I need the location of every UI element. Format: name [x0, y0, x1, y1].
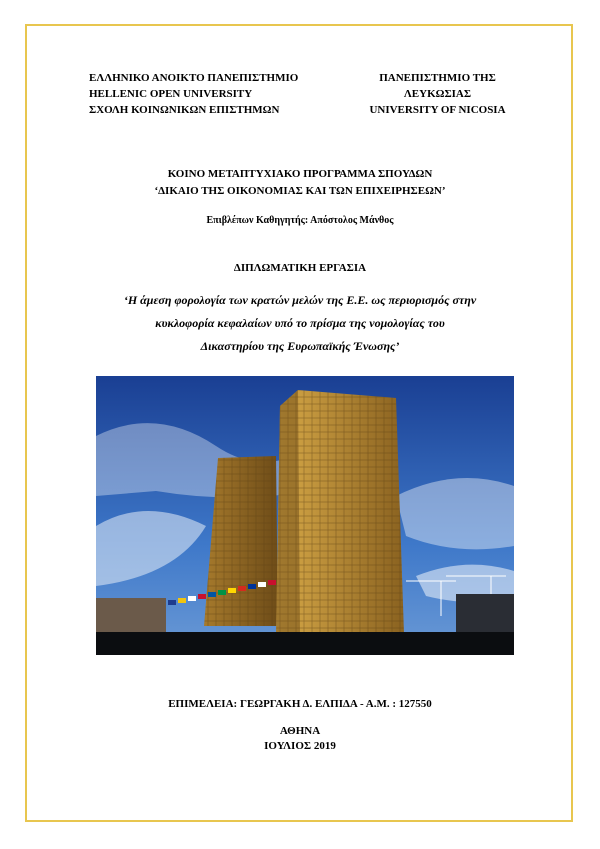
- place-and-date: [0, 724, 600, 754]
- title-line-1: ‘Η άμεση φορολογία των κρατών μελών της Ε.Ε. ως περιορισμός στην: [123, 293, 477, 307]
- thesis-title: [0, 289, 600, 358]
- header-left-line-1: ΕΛΛΗΝΙΚΟ ΑΝΟΙΚΤΟ ΠΑΝΕΠΙΣΤΗΜΙΟ: [89, 72, 299, 84]
- title-line-3: Δικαστηρίου της Ευρωπαϊκής Ένωσης’: [200, 339, 400, 353]
- header-left-line-3: ΣΧΟΛΗ ΚΟΙΝΩΝΙΚΩΝ ΕΠΙΣΤΗΜΩΝ: [89, 104, 280, 116]
- court-of-justice-photo: [96, 376, 514, 655]
- side-building: [456, 594, 514, 634]
- header-right: [360, 70, 515, 118]
- supervisor: Επιβλέπων Καθηγητής: Απόστολος Μάνθος: [206, 215, 394, 226]
- header-right-line-1: ΠΑΝΕΠΙΣΤΗΜΙΟ ΤΗΣ: [379, 72, 496, 84]
- left-building: [96, 598, 166, 634]
- program-title: [0, 166, 600, 200]
- header-left-line-2: HELLENIC OPEN UNIVERSITY: [89, 88, 253, 100]
- ground: [96, 632, 514, 655]
- program-line-1: ΚΟΙΝΟ ΜΕΤΑΠΤΥΧΙΑΚΟ ΠΡΟΓΡΑΜΜΑ ΣΠΟΥΔΩΝ: [167, 168, 433, 180]
- thesis-label: ΔΙΠΛΩΜΑΤΙΚΗ ΕΡΓΑΣΙΑ: [233, 262, 367, 274]
- program-line-2: ‘ΔΙΚΑΙΟ ΤΗΣ ΟΙΚΟΝΟΜΙΑΣ ΚΑΙ ΤΩΝ ΕΠΙΧΕΙΡΗΣΕΩΝ’: [154, 185, 446, 197]
- header-right-line-2: ΛΕΥΚΩΣΙΑΣ: [403, 88, 472, 100]
- header-right-line-3: UNIVERSITY OF NICOSIA: [369, 104, 506, 116]
- title-line-2: κυκλοφορία κεφαλαίων υπό το πρίσμα της νομολογίας του: [155, 316, 445, 330]
- cloud: [396, 478, 514, 549]
- city: ΑΘΗΝΑ: [279, 725, 321, 737]
- date: ΙΟΥΛΙΟΣ 2019: [264, 740, 336, 752]
- author: ΕΠΙΜΕΛΕΙΑ: ΓΕΩΡΓΑΚΗ Δ. ΕΛΠΙΔΑ - Α.Μ. : 127550: [168, 698, 432, 710]
- header-left: [89, 70, 298, 118]
